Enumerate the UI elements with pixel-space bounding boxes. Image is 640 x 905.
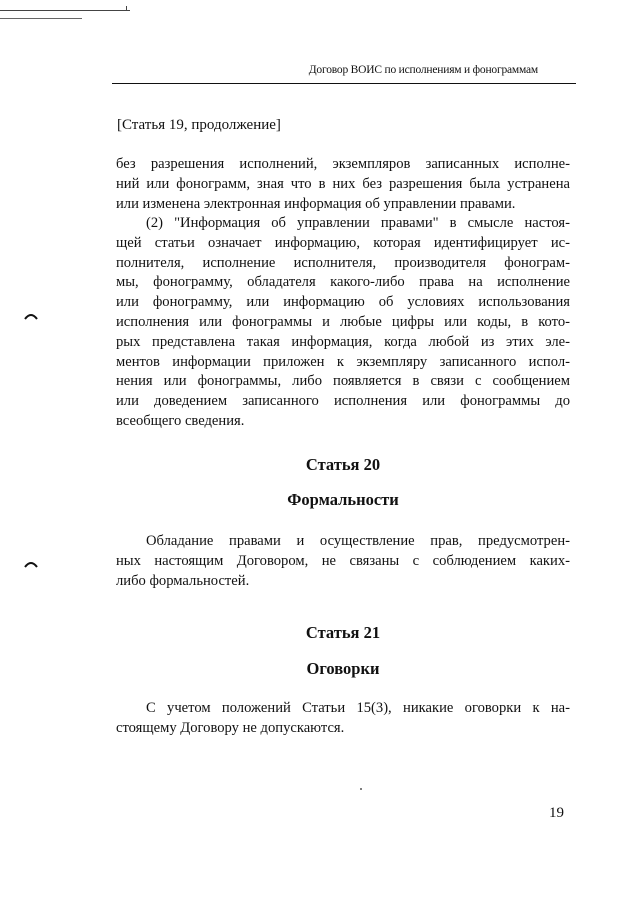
text-line: ных настоящим Договором, не связаны с соблюдением каких- — [116, 552, 570, 569]
article-20-title: Формальности — [287, 490, 399, 509]
text-line: всеобщего сведения. — [116, 412, 245, 429]
text-line: (2) "Информация об управлении правами" в смысле настоя- — [146, 215, 570, 231]
scan-edge-line-top-short — [0, 18, 82, 19]
punch-hole-mark-icon — [24, 560, 38, 568]
text-line: нения или фонограммы, либо появляется в связи с сообщением — [116, 373, 570, 390]
punch-hole-mark-icon — [24, 312, 38, 320]
text-line: или фонограмму, или информацию об условиях использования — [116, 294, 570, 311]
article-20-heading: Статья 20 — [305, 455, 381, 474]
text-line: либо формальностей. — [116, 572, 250, 589]
text-line: без разрешения исполнений, экземпляров записанных исполне- — [116, 156, 570, 172]
text-line: ний или фонограмм, зная что в них без разрешения была устранена — [116, 175, 570, 192]
text-line: или доведением записанного исполнения или фонограммы до — [116, 393, 570, 410]
text-line: стоящему Договору не допускаются. — [116, 719, 345, 736]
text-line: полнителя, исполнение исполнителя, производителя фонограм- — [116, 254, 570, 271]
text-line: С учетом положений Статьи 15(3), никакие оговорки к на- — [146, 700, 570, 716]
text-line: или изменена электронная информация об управлении правами. — [116, 195, 516, 212]
article-21-title: Оговорки — [306, 659, 380, 678]
scan-edge-line-top — [0, 10, 130, 11]
text-line: рых представлена такая информация, когда любой из этих эле- — [116, 333, 570, 350]
text-line: щей статьи означает информацию, которая идентифицирует ис- — [116, 234, 570, 251]
page-number: 19 — [549, 805, 564, 821]
continuation-label: [Статья 19, продолжение] — [117, 117, 281, 133]
text-line: ментов информации приложен к экземпляру записанного испол- — [116, 353, 570, 370]
paragraph-article19-continued — [116, 155, 570, 214]
header-rule — [112, 83, 576, 84]
text-line: мы, фонограмму, обладателя какого-либо права на исполнение — [116, 274, 570, 291]
article-21-heading: Статья 21 — [305, 623, 381, 642]
text-line: исполнения или фонограммы и любые цифры или коды, в кото- — [116, 313, 570, 330]
running-header: Договор ВОИС по исполнениям и фонограммам — [308, 64, 538, 76]
scan-edge-tick — [126, 6, 127, 10]
text-line: Обладание правами и осуществление прав, предусмотрен- — [146, 533, 570, 549]
paragraph-article21 — [116, 699, 570, 739]
paragraph-article19-2 — [116, 214, 570, 432]
paragraph-article20 — [116, 532, 570, 591]
scan-speck — [360, 788, 362, 790]
